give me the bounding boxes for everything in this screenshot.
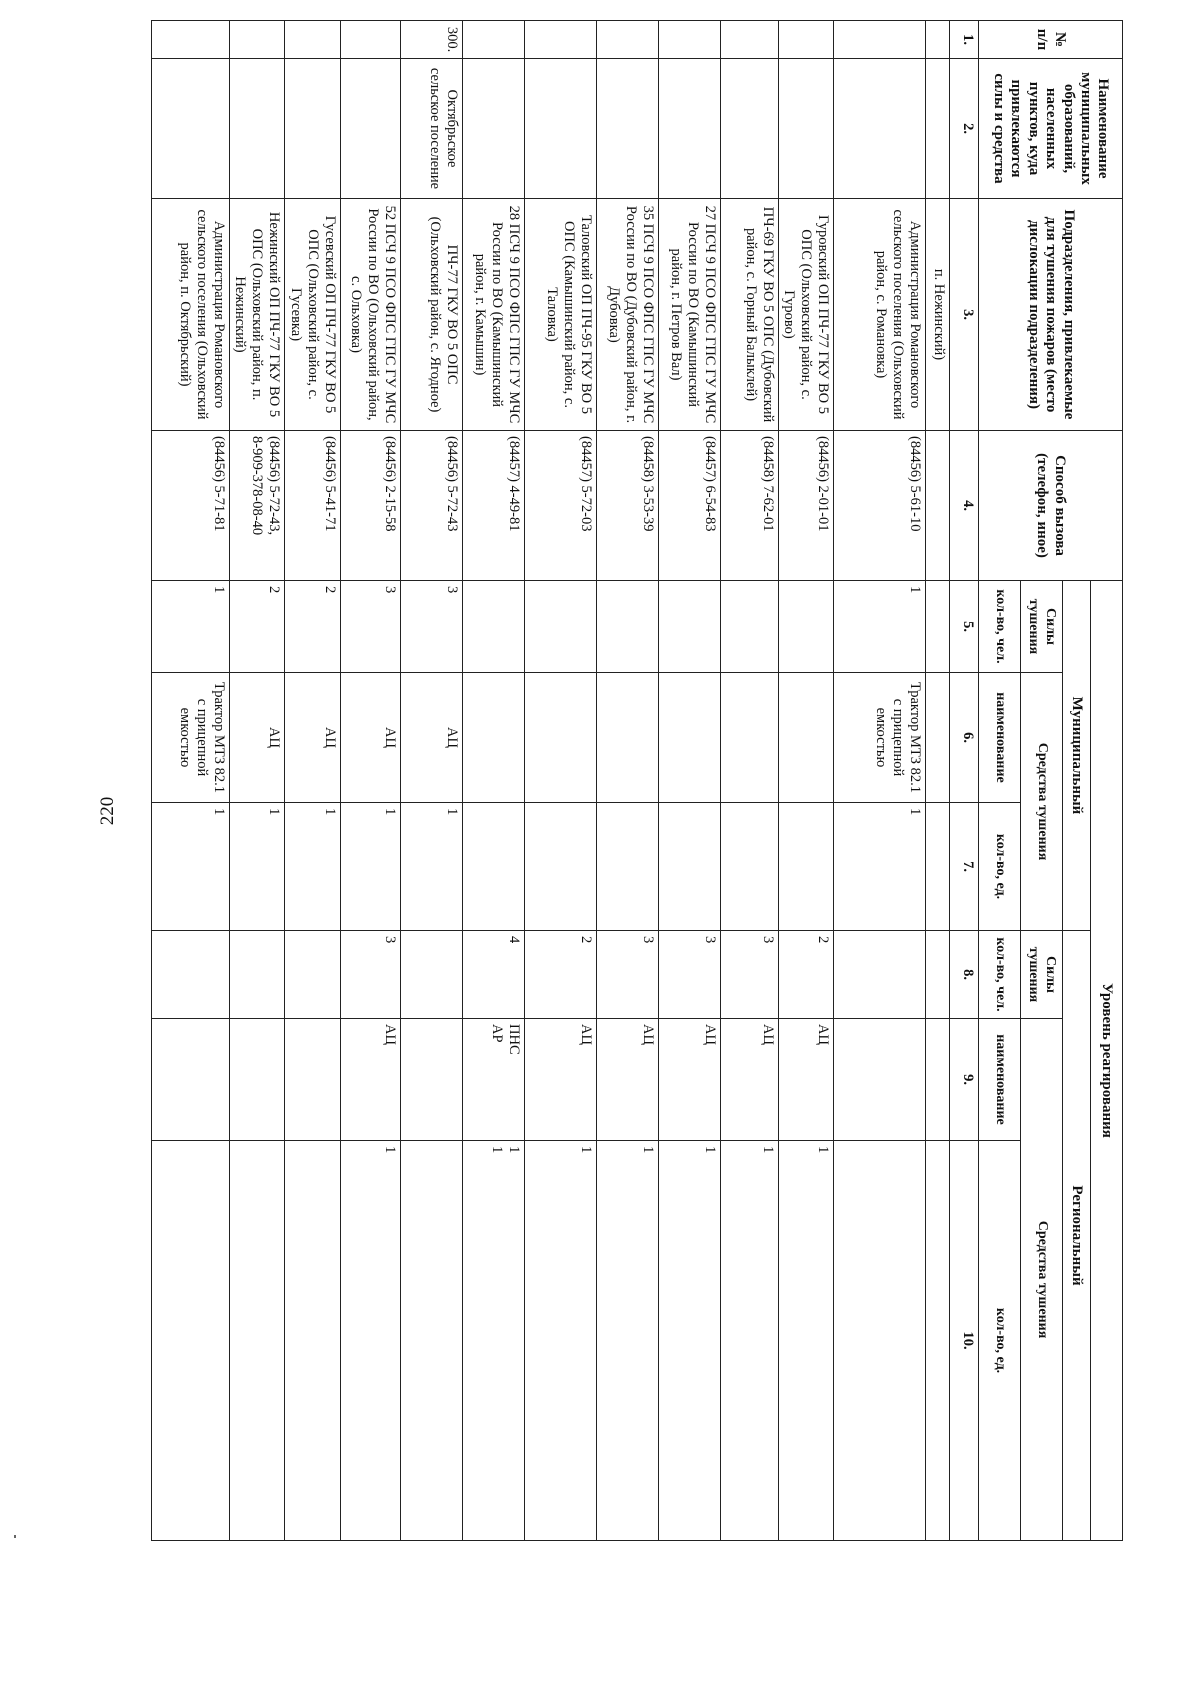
municipal-means-qty xyxy=(720,803,778,931)
regional-forces-qty: 3 xyxy=(720,931,778,1019)
header-regional-means: Средства тушения xyxy=(1021,1019,1063,1541)
regional-means-qty xyxy=(151,1141,229,1541)
regional-means-qty: 1 xyxy=(778,1141,833,1541)
municipal-means-name: АЦ xyxy=(400,673,462,803)
regional-means-name: АЦ xyxy=(524,1019,596,1141)
municipal-means-name: АЦ xyxy=(340,673,400,803)
unit-name: ПЧ-69 ГКУ ВО 5 ОПС (Дубовский район, с. Горный Балыклей) xyxy=(720,199,778,431)
municipal-means-qty xyxy=(524,803,596,931)
call-method xyxy=(926,431,950,581)
municipality-name xyxy=(658,59,720,199)
municipal-means-qty: 1 xyxy=(400,803,462,931)
col-number: 1. xyxy=(950,21,979,59)
col-number: 7. xyxy=(950,803,979,931)
regional-forces-qty xyxy=(926,931,950,1019)
table-row xyxy=(151,21,229,1541)
row-number xyxy=(834,21,926,59)
call-method: (84456) 5-61-10 xyxy=(834,431,926,581)
unit-name: Таловский ОП ПЧ-95 ГКУ ВО 5 ОПС (Камышинский район, с. Таловка) xyxy=(524,199,596,431)
col-number: 4. xyxy=(950,431,979,581)
municipal-forces-qty xyxy=(926,581,950,673)
header-col-call-method: Способ вызова (телефон, иное) xyxy=(979,431,1123,581)
header-municipal-forces: Силы тушения xyxy=(1021,581,1063,673)
municipal-means-name: АЦ xyxy=(285,673,340,803)
table-row xyxy=(834,21,926,1541)
table-row xyxy=(285,21,340,1541)
municipal-means-name: АЦ xyxy=(229,673,284,803)
header-municipal: Муниципальный xyxy=(1063,581,1091,931)
table-row xyxy=(658,21,720,1541)
table-row xyxy=(229,21,284,1541)
unit-name: 35 ПСЧ 9 ПСО ФПС ГПС ГУ МЧС России по ВО (Дубовский район, г. Дубовка) xyxy=(596,199,658,431)
call-method: (84457) 4-49-81 xyxy=(462,431,524,581)
row-number xyxy=(340,21,400,59)
col-number: 10. xyxy=(950,1141,979,1541)
regional-forces-qty xyxy=(229,931,284,1019)
unit-name: 28 ПСЧ 9 ПСО ФПС ГПС ГУ МЧС России по ВО (Камышинский район, г. Камышин) xyxy=(462,199,524,431)
municipality-name xyxy=(926,59,950,199)
header-municipal-means: Средства тушения xyxy=(1021,673,1063,931)
table-row xyxy=(596,21,658,1541)
regional-means-qty xyxy=(400,1141,462,1541)
table-row xyxy=(340,21,400,1541)
regional-means-name: АЦ xyxy=(596,1019,658,1141)
row-number xyxy=(778,21,833,59)
regional-forces-qty: 3 xyxy=(658,931,720,1019)
unit-name: Гусевский ОП ПЧ-77 ГКУ ВО 5 ОПС (Ольховский район, с. Гусевка) xyxy=(285,199,340,431)
municipal-means-qty xyxy=(596,803,658,931)
header-r-qty-units: кол-во, ед. xyxy=(979,1141,1021,1541)
scan-artifact xyxy=(14,1535,16,1538)
header-response-level: Уровень реагирования xyxy=(1091,581,1123,1541)
municipal-means-name xyxy=(720,673,778,803)
call-method: (84457) 5-72-03 xyxy=(524,431,596,581)
regional-means-name: АЦ xyxy=(778,1019,833,1141)
municipal-means-name xyxy=(596,673,658,803)
regional-forces-qty xyxy=(285,931,340,1019)
municipality-name xyxy=(778,59,833,199)
header-r-qty-people: кол-во, чел. xyxy=(979,931,1021,1019)
unit-name: Администрация Романовского сельского поселения (Ольховский район, п. Октябрьский) xyxy=(151,199,229,431)
regional-means-qty xyxy=(926,1141,950,1541)
row-number xyxy=(720,21,778,59)
table-body xyxy=(151,21,949,1541)
table-row xyxy=(524,21,596,1541)
municipal-means-name: Трактор МТЗ 82.1 с прицепной емкостью xyxy=(834,673,926,803)
table-row xyxy=(462,21,524,1541)
municipal-forces-qty: 1 xyxy=(834,581,926,673)
regional-means-qty: 1 1 xyxy=(462,1141,524,1541)
municipal-means-qty xyxy=(658,803,720,931)
municipal-forces-qty: 2 xyxy=(285,581,340,673)
col-number: 2. xyxy=(950,59,979,199)
regional-forces-qty xyxy=(400,931,462,1019)
regional-means-qty xyxy=(285,1141,340,1541)
regional-means-qty xyxy=(229,1141,284,1541)
col-number: 8. xyxy=(950,931,979,1019)
unit-name: 52 ПСЧ 9 ПСО ФПС ГПС ГУ МЧС России по ВО (Ольховский район, с. Ольховка) xyxy=(340,199,400,431)
col-number: 3. xyxy=(950,199,979,431)
call-method: (84458) 3-53-39 xyxy=(596,431,658,581)
regional-forces-qty xyxy=(834,931,926,1019)
municipality-name xyxy=(524,59,596,199)
municipal-forces-qty: 1 xyxy=(151,581,229,673)
call-method: (84456) 2-15-58 xyxy=(340,431,400,581)
regional-forces-qty: 2 xyxy=(778,931,833,1019)
municipal-means-name xyxy=(462,673,524,803)
table-row xyxy=(926,21,950,1541)
municipality-name xyxy=(285,59,340,199)
regional-means-name xyxy=(229,1019,284,1141)
municipal-means-name xyxy=(926,673,950,803)
unit-name: Администрация Романовского сельского поселения (Ольховский район, с. Романовка) xyxy=(834,199,926,431)
unit-name: ПЧ-77 ГКУ ВО 5 ОПС (Ольховский район, с. Ягодное) xyxy=(400,199,462,431)
municipal-forces-qty xyxy=(720,581,778,673)
regional-means-name xyxy=(151,1019,229,1141)
response-level-table xyxy=(151,20,1123,1541)
municipal-means-name xyxy=(778,673,833,803)
regional-means-name xyxy=(400,1019,462,1141)
municipality-name xyxy=(229,59,284,199)
header-m-qty-people: кол-во, чел. xyxy=(979,581,1021,673)
municipal-means-name xyxy=(524,673,596,803)
row-number xyxy=(229,21,284,59)
page-number: 220 xyxy=(97,796,118,826)
municipal-means-qty: 1 xyxy=(834,803,926,931)
header-m-qty-units: кол-во, ед. xyxy=(979,803,1021,931)
regional-means-name: АЦ xyxy=(340,1019,400,1141)
row-number xyxy=(926,21,950,59)
call-method: (84456) 5-41-71 xyxy=(285,431,340,581)
regional-means-qty: 1 xyxy=(720,1141,778,1541)
call-method: (84457) 6-54-83 xyxy=(658,431,720,581)
regional-means-name: АЦ xyxy=(658,1019,720,1141)
regional-means-name xyxy=(285,1019,340,1141)
row-number: 300. xyxy=(400,21,462,59)
regional-means-name xyxy=(926,1019,950,1141)
municipal-forces-qty: 3 xyxy=(340,581,400,673)
table-row xyxy=(778,21,833,1541)
col-number: 6. xyxy=(950,673,979,803)
municipality-name xyxy=(596,59,658,199)
row-number xyxy=(285,21,340,59)
call-method: (84458) 7-62-01 xyxy=(720,431,778,581)
call-method: (84456) 5-72-43, 8-909-378-08-40 xyxy=(229,431,284,581)
call-method: (84456) 5-72-43 xyxy=(400,431,462,581)
header-regional-forces: Силы тушения xyxy=(1021,931,1063,1019)
call-method: (84456) 5-71-81 xyxy=(151,431,229,581)
municipal-means-qty: 1 xyxy=(229,803,284,931)
regional-means-name xyxy=(834,1019,926,1141)
col-number: 9. xyxy=(950,1019,979,1141)
table-row xyxy=(720,21,778,1541)
header-col-number: № п/п xyxy=(979,21,1123,59)
municipality-name xyxy=(720,59,778,199)
header-col-municipality: Наименование муниципальных образований, населенных пунктов, куда привлекаются силы и средства xyxy=(979,59,1123,199)
unit-name: 27 ПСЧ 9 ПСО ФПС ГПС ГУ МЧС России по ВО (Камышинский район, г. Петров Вал) xyxy=(658,199,720,431)
municipal-forces-qty xyxy=(658,581,720,673)
table-row xyxy=(400,21,462,1541)
row-number xyxy=(151,21,229,59)
column-numbering-row xyxy=(950,21,979,1541)
municipal-means-name: Трактор МТЗ 82.1 с прицепной емкостью xyxy=(151,673,229,803)
regional-means-qty: 1 xyxy=(658,1141,720,1541)
regional-forces-qty xyxy=(151,931,229,1019)
municipality-name xyxy=(462,59,524,199)
unit-name: п. Нежинский) xyxy=(926,199,950,431)
row-number xyxy=(658,21,720,59)
regional-means-name: АЦ xyxy=(720,1019,778,1141)
municipal-means-name xyxy=(658,673,720,803)
municipal-means-qty: 1 xyxy=(340,803,400,931)
municipal-forces-qty xyxy=(462,581,524,673)
municipal-forces-qty: 2 xyxy=(229,581,284,673)
municipal-forces-qty: 3 xyxy=(400,581,462,673)
municipal-means-qty: 1 xyxy=(151,803,229,931)
municipal-means-qty xyxy=(778,803,833,931)
municipality-name xyxy=(340,59,400,199)
row-number xyxy=(596,21,658,59)
row-number xyxy=(462,21,524,59)
municipal-forces-qty xyxy=(596,581,658,673)
municipality-name xyxy=(834,59,926,199)
municipality-name xyxy=(151,59,229,199)
unit-name: Нежинский ОП ПЧ-77 ГКУ ВО 5 ОПС (Ольховский район, п. Нежинский) xyxy=(229,199,284,431)
municipal-means-qty: 1 xyxy=(285,803,340,931)
regional-means-qty xyxy=(834,1141,926,1541)
municipal-means-qty xyxy=(462,803,524,931)
unit-name: Гуровский ОП ПЧ-77 ГКУ ВО 5 ОПС (Ольховский район, с. Гурово) xyxy=(778,199,833,431)
regional-means-qty: 1 xyxy=(524,1141,596,1541)
regional-means-qty: 1 xyxy=(596,1141,658,1541)
municipal-forces-qty xyxy=(778,581,833,673)
regional-forces-qty: 4 xyxy=(462,931,524,1019)
rotated-table-container xyxy=(133,20,1123,1540)
col-number: 5. xyxy=(950,581,979,673)
regional-forces-qty: 3 xyxy=(596,931,658,1019)
municipal-forces-qty xyxy=(524,581,596,673)
municipal-means-qty xyxy=(926,803,950,931)
regional-forces-qty: 3 xyxy=(340,931,400,1019)
municipality-name: Октябрьское сельское поселение xyxy=(400,59,462,199)
header-r-name: наименование xyxy=(979,1019,1021,1141)
header-m-name: наименование xyxy=(979,673,1021,803)
regional-means-name: ПНС АР xyxy=(462,1019,524,1141)
call-method: (84456) 2-01-01 xyxy=(778,431,833,581)
row-number xyxy=(524,21,596,59)
regional-means-qty: 1 xyxy=(340,1141,400,1541)
regional-forces-qty: 2 xyxy=(524,931,596,1019)
header-col-unit: Подразделения, привлекаемые для тушения пожаров (место дислокации подразделения) xyxy=(979,199,1123,431)
header-regional: Региональный xyxy=(1063,931,1091,1541)
